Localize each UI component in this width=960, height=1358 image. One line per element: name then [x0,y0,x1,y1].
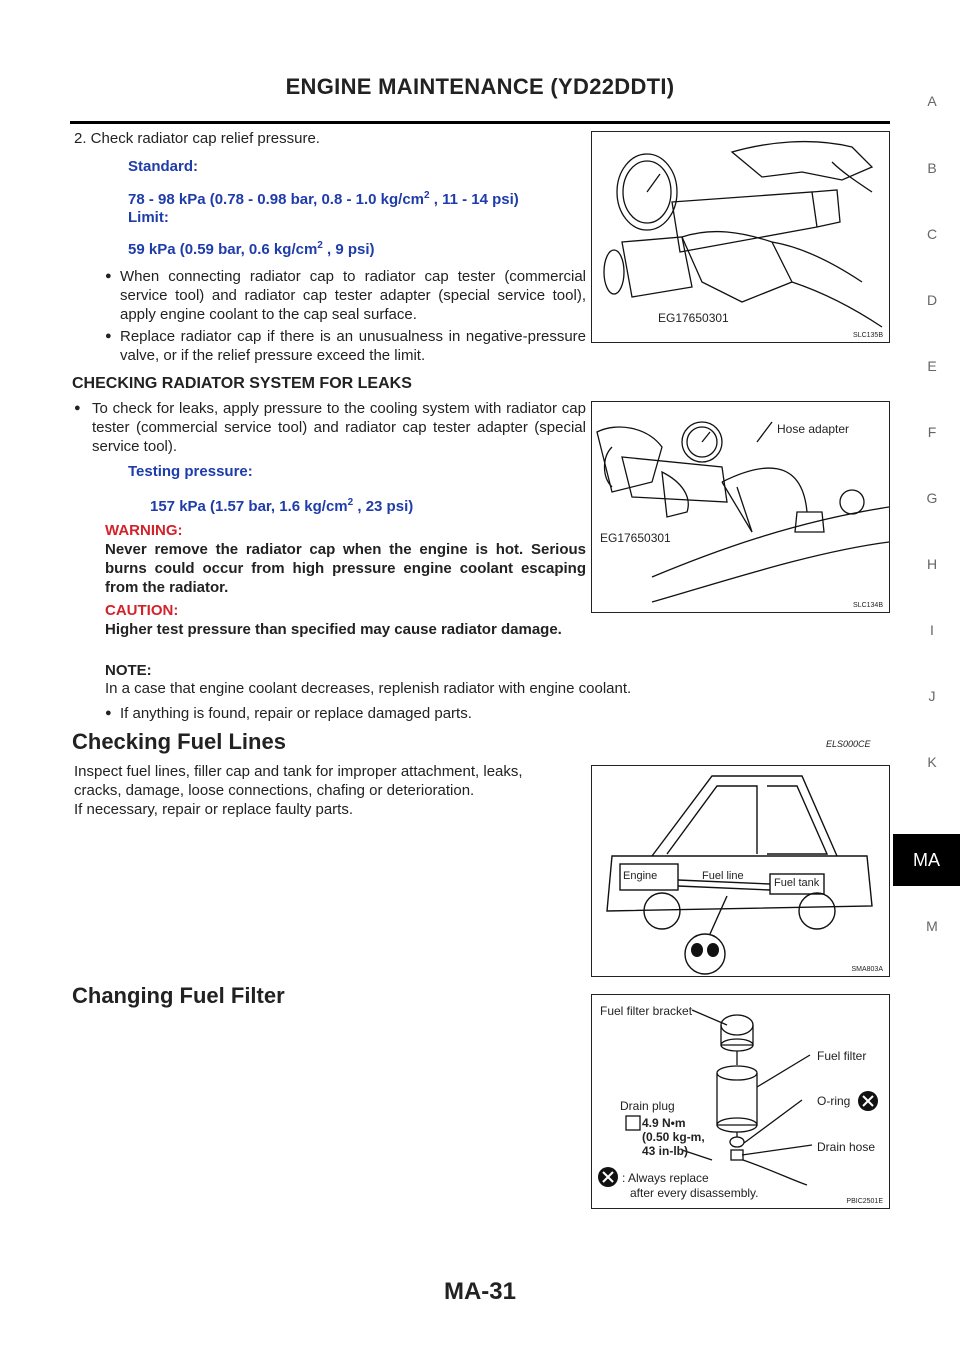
bullet-dot: ● [74,402,81,414]
fig4-drain-plug-label: Drain plug [620,1099,675,1113]
fuel-lines-text-1: Inspect fuel lines, filler cap and tank for improper attachment, leaks, [74,763,523,780]
leaks-bullet-1: To check for leaks, apply pressure to the cooling system with radiator cap tester (commercial service tool) and radiator cap tester adapter (special service tool). [92,400,586,455]
fig4-oring-label: O-ring [817,1094,851,1108]
figure-radiator-test [591,401,890,613]
fuel-filter-title: Changing Fuel Filter [72,983,285,1008]
tab-c[interactable]: C [926,226,938,242]
step-2-bullet-1: When connecting radiator cap to radiator cap tester (commercial service tool) and radiator cap tester adapter (special service tool), apply engine coolant to the cap seal surface. [120,268,586,323]
tab-j[interactable]: J [928,688,936,704]
warning-label: WARNING: [105,522,183,539]
note-label: NOTE: [105,662,152,679]
tab-f[interactable]: F [927,424,937,440]
fig4-torque-1: 4.9 N•m [642,1116,686,1130]
fig4-id: PBIC2501E [846,1198,883,1205]
testing-pressure-value: 157 kPa (1.57 bar, 1.6 $kg/cm^2$ , 23 psi) [150,497,414,515]
fig2-part-label: EG17650301 [600,531,671,545]
tab-ma-active[interactable]: MA [893,834,960,886]
warning-text: Never remove the radiator cap when the engine is hot. Serious burns could occur from high pressure engine coolant escaping from the radiator. [105,541,586,596]
tab-e[interactable]: E [927,358,937,374]
fig2-id: SLC134B [853,602,883,609]
caution-text: Higher test pressure than specified may cause radiator damage. [105,621,562,638]
limit-value: 59 kPa (0.59 bar, 0.6 $kg/cm^2$ , 9 psi) [128,240,375,258]
fig4-torque-3: 43 in-lb) [642,1144,689,1158]
fig4-bracket-label: Fuel filter bracket [600,1004,693,1018]
fig4-drain-hose-label: Drain hose [817,1140,876,1154]
fig4-replace-1: : Always replace [622,1171,709,1185]
leaks-section-title: CHECKING RADIATOR SYSTEM FOR LEAKS [72,375,412,392]
bullet-dot: ● [105,270,112,282]
fig3-id: SMA803A [851,966,883,973]
step-2-bullet-2: Replace radiator cap if there is an unusualness in negative-pressure valve, or if the relief pressure exceed the limit. [120,328,586,364]
page-header: ENGINE MAINTENANCE (YD22DDTI) [285,74,675,99]
figure-cap-tester [591,131,890,343]
fig3-fuel-tank-label: Fuel tank [774,877,820,889]
bullet-dot: ● [105,707,112,719]
standard-label: Standard: [128,158,199,175]
fuel-lines-code: ELS000CE [826,739,871,749]
leaks-bullet-2: If anything is found, repair or replace damaged parts. [120,705,472,722]
page-number: MA-31 [443,1278,516,1305]
figure-fuel-lines [591,765,890,977]
fig4-filter-label: Fuel filter [817,1049,867,1063]
header-rule [70,121,890,124]
fuel-lines-text-2: cracks, damage, loose connections, chafing or deterioration. [74,782,475,799]
tab-h[interactable]: H [926,556,938,572]
tab-g[interactable]: G [926,490,938,506]
limit-label: Limit: [128,209,169,226]
fig3-engine-label: Engine [623,870,658,882]
fig4-torque-2: (0.50 kg-m, [642,1130,705,1144]
tab-k[interactable]: K [927,754,937,770]
tab-b[interactable]: B [927,160,937,176]
fuel-lines-title: Checking Fuel Lines [72,729,286,754]
tab-a[interactable]: A [927,93,937,109]
cap-tester-illustration [592,132,889,342]
fig4-replace-2: after every disassembly. [630,1186,759,1200]
figure-fuel-filter [591,994,890,1209]
note-text: In a case that engine coolant decreases, replenish radiator with engine coolant. [105,680,632,697]
tab-m[interactable]: M [926,918,938,934]
fig1-id: SLC135B [853,332,883,339]
fig2-hose-label: Hose adapter [777,422,850,436]
tab-d[interactable]: D [926,292,938,308]
fig1-part-label: EG17650301 [658,311,729,325]
bullet-dot: ● [105,330,112,342]
fuel-lines-text-3: If necessary, repair or replace faulty parts. [74,801,354,818]
testing-pressure-label: Testing pressure: [128,463,253,480]
standard-value: 78 - 98 kPa (0.78 - 0.98 bar, 0.8 - 1.0 $kg/cm^2$ , 11 - 14 psi) [128,190,519,208]
step-2-text: 2. Check radiator cap relief pressure. [74,130,320,147]
caution-label: CAUTION: [105,602,179,619]
fig3-fuel-line-label: Fuel line [702,870,744,882]
tab-i[interactable]: I [930,622,934,638]
